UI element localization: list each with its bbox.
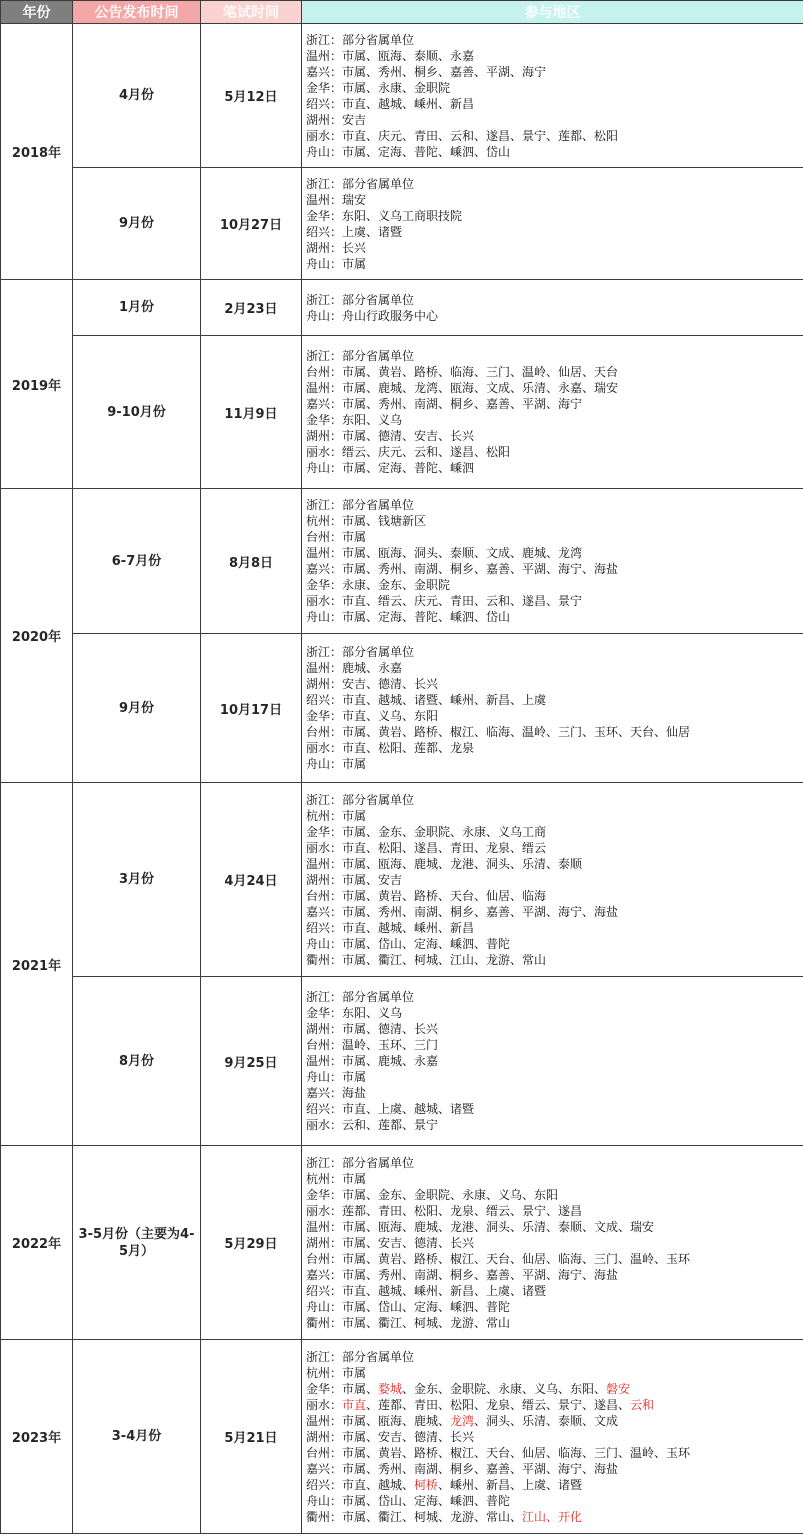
- region-text: 温州：瑞安: [306, 192, 367, 207]
- table-row: [1, 24, 803, 168]
- region-line: [306, 1005, 800, 1021]
- region-line: [306, 364, 800, 380]
- region-text: 绍兴：市直、上虞、越城、诸暨: [306, 1102, 475, 1116]
- region-text: 舟山：市属: [306, 256, 367, 271]
- region-line: [306, 840, 800, 856]
- region-line: [306, 80, 800, 96]
- region-line: [306, 792, 800, 808]
- region-text: 舟山：市属、岱山、定海、嵊泗、普陀: [306, 1493, 511, 1508]
- region-line: [306, 660, 800, 676]
- region-line: [306, 112, 800, 128]
- region-line: [306, 1203, 800, 1219]
- region-line: [306, 1219, 800, 1235]
- region-line: [306, 756, 800, 772]
- year-cell: 2020年: [1, 489, 73, 783]
- region-text: 舟山：舟山行政服务中心: [306, 308, 439, 323]
- region-line: [306, 1171, 800, 1187]
- notice-time-cell: 4月份: [73, 24, 201, 168]
- region-text: 衢州：市属、衢江、柯城、龙游、常山: [306, 1315, 511, 1330]
- region-line: [306, 497, 800, 513]
- exam-date-cell: 4月24日: [201, 783, 302, 977]
- exam-date-cell: 8月8日: [201, 489, 302, 634]
- regions-cell: [302, 280, 803, 336]
- region-line: [306, 609, 800, 625]
- regions-cell: [302, 168, 803, 280]
- notice-time-cell: 9-10月份: [73, 336, 201, 489]
- region-text: 浙江：部分省属单位: [306, 176, 415, 191]
- region-text: 湖州：市属、安吉: [306, 872, 403, 887]
- region-line: [306, 1381, 800, 1397]
- region-line: [306, 1251, 800, 1267]
- region-line: [306, 676, 800, 692]
- region-text: 浙江：部分省属单位: [306, 990, 415, 1004]
- region-text: 金华：东阳、义乌工商职技院: [306, 208, 463, 223]
- region-line: [306, 292, 800, 308]
- region-text: 温州：鹿城、永嘉: [306, 661, 403, 675]
- year-cell: 2018年: [1, 24, 73, 280]
- region-line: [306, 1509, 800, 1525]
- region-text: 台州：市属、黄岩、路桥、天台、仙居、临海: [306, 888, 547, 903]
- region-text: 浙江：部分省属单位: [306, 498, 415, 512]
- region-line: [306, 740, 800, 756]
- new-region-highlight: 江山、开化: [522, 1509, 583, 1524]
- region-text: 浙江：部分省属单位: [306, 645, 415, 659]
- regions-cell: [302, 1340, 803, 1534]
- region-text: 湖州：市属、德清、长兴: [306, 1022, 439, 1036]
- region-line: [306, 48, 800, 64]
- region-line: [306, 192, 800, 208]
- regions-cell: [302, 489, 803, 634]
- region-text: 杭州：市属: [306, 1365, 367, 1380]
- region-line: [306, 1365, 800, 1381]
- region-line: [306, 308, 800, 324]
- region-text: 舟山：市属、岱山、定海、嵊泗、普陀: [306, 1299, 511, 1314]
- region-text: 台州：温岭、玉环、三门: [306, 1038, 439, 1052]
- region-line: [306, 224, 800, 240]
- region-text: 金华：市直、义乌、东阳: [306, 709, 439, 723]
- region-line: [306, 1299, 800, 1315]
- region-line: [306, 1315, 800, 1331]
- header-year: 年份: [1, 1, 73, 24]
- region-text: 嘉兴：市属、秀州、南湖、桐乡、嘉善、平湖、海宁、海盐: [306, 1461, 619, 1476]
- region-text: 舟山：市属: [306, 757, 367, 771]
- region-line: [306, 692, 800, 708]
- new-region-highlight: 云和: [630, 1397, 655, 1412]
- region-line: [306, 1461, 800, 1477]
- region-text: 绍兴：市直、越城、嵊州、新昌、上虞、诸暨: [306, 1283, 547, 1298]
- notice-time-cell: 3-4月份: [73, 1340, 201, 1534]
- region-text: 杭州：市属、钱塘新区: [306, 514, 427, 528]
- region-line: [306, 824, 800, 840]
- region-text: 台州：市属、黄岩、路桥、椒江、临海、温岭、三门、玉环、天台、仙居: [306, 725, 691, 739]
- region-text: 嘉兴：市属、秀州、桐乡、嘉善、平湖、海宁: [306, 64, 547, 79]
- region-line: [306, 808, 800, 824]
- region-text: 嘉兴：市属、秀州、南湖、桐乡、嘉善、平湖、海宁、海盐: [306, 562, 619, 576]
- region-line: [306, 1117, 800, 1133]
- region-text: 台州：市属、黄岩、路桥、临海、三门、温岭、仙居、天台: [306, 365, 619, 379]
- region-text: 舟山：市属、定海、普陀、嵊泗、岱山: [306, 144, 511, 159]
- region-line: [306, 1155, 800, 1171]
- region-line: [306, 32, 800, 48]
- region-text: 金华：永康、金东、金职院: [306, 578, 451, 592]
- region-text: 浙江：部分省属单位: [306, 792, 415, 807]
- region-line: [306, 176, 800, 192]
- exam-date-cell: 9月25日: [201, 977, 302, 1146]
- region-text: 绍兴：市直、越城、嵊州、新昌: [306, 920, 475, 935]
- region-text: 丽水：莲都、青田、松阳、龙泉、缙云、景宁、遂昌: [306, 1203, 583, 1218]
- new-region-highlight: 龙湾: [450, 1413, 475, 1428]
- notice-time-cell: 6-7月份: [73, 489, 201, 634]
- exam-date-cell: 2月23日: [201, 280, 302, 336]
- region-line: [306, 1021, 800, 1037]
- region-line: [306, 708, 800, 724]
- region-text: 绍兴：市直、越城、嵊州、新昌: [306, 96, 475, 111]
- region-line: [306, 724, 800, 740]
- region-line: [306, 128, 800, 144]
- region-text: 衢州：市属、衢江、柯城、江山、龙游、常山: [306, 952, 547, 967]
- region-text: 丽水：缙云、庆元、云和、遂昌、松阳: [306, 445, 511, 459]
- exam-date-cell: 5月29日: [201, 1146, 302, 1340]
- region-text: 金华：市属、金东、金职院、永康、义乌工商: [306, 824, 547, 839]
- notice-time-cell: 8月份: [73, 977, 201, 1146]
- region-line: [306, 1267, 800, 1283]
- region-text: 嘉兴：市属、秀州、南湖、桐乡、嘉善、平湖、海宁: [306, 397, 583, 411]
- regions-cell: [302, 24, 803, 168]
- region-line: [306, 1397, 800, 1413]
- header-row: [1, 1, 803, 24]
- region-text: 湖州：市属、安吉、德清、长兴: [306, 1235, 475, 1250]
- region-text: 、洞头、乐清、泰顺、文成: [474, 1413, 619, 1428]
- table-row: [1, 634, 803, 783]
- region-text: 温州：市属、鹿城、龙湾、瓯海、文成、乐清、永嘉、瑞安: [306, 381, 619, 395]
- year-cell: 2022年: [1, 1146, 73, 1340]
- region-line: [306, 1445, 800, 1461]
- year-cell: 2019年: [1, 280, 73, 489]
- region-text: 浙江：部分省属单位: [306, 32, 415, 47]
- region-line: [306, 396, 800, 412]
- notice-time-cell: 3-5月份（主要为4-5月）: [73, 1146, 201, 1340]
- region-line: [306, 208, 800, 224]
- table-row: [1, 977, 803, 1146]
- new-region-highlight: 市直: [342, 1397, 367, 1412]
- region-text: 丽水：市直、庆元、青田、云和、遂昌、景宁、莲都、松阳: [306, 128, 619, 143]
- header-notice-time: 公告发布时间: [73, 1, 201, 24]
- region-text: 金华：东阳、义乌: [306, 413, 403, 427]
- region-line: [306, 428, 800, 444]
- new-region-highlight: 婺城: [378, 1381, 403, 1396]
- region-line: [306, 1053, 800, 1069]
- regions-cell: [302, 336, 803, 489]
- region-line: [306, 1413, 800, 1429]
- region-text: 温州：市属、瓯海、鹿城、: [306, 1413, 451, 1428]
- notice-time-cell: 1月份: [73, 280, 201, 336]
- region-line: [306, 936, 800, 952]
- exam-date-cell: 5月12日: [201, 24, 302, 168]
- region-text: 湖州：安吉、德清、长兴: [306, 677, 439, 691]
- region-text: 温州：市属、鹿城、永嘉: [306, 1054, 439, 1068]
- region-text: 湖州：长兴: [306, 240, 367, 255]
- region-text: 浙江：部分省属单位: [306, 1155, 415, 1170]
- table-row: [1, 489, 803, 634]
- region-line: [306, 256, 800, 272]
- region-line: [306, 593, 800, 609]
- region-text: 绍兴：上虞、诸暨: [306, 224, 403, 239]
- region-line: [306, 1085, 800, 1101]
- region-line: [306, 644, 800, 660]
- year-cell: 2021年: [1, 783, 73, 1146]
- table-row: [1, 783, 803, 977]
- exam-date-cell: 11月9日: [201, 336, 302, 489]
- region-line: [306, 348, 800, 364]
- region-text: 温州：市属、瓯海、洞头、泰顺、文成、鹿城、龙湾: [306, 546, 583, 560]
- region-line: [306, 529, 800, 545]
- region-text: 金华：市属、: [306, 1381, 379, 1396]
- exam-date-cell: 5月21日: [201, 1340, 302, 1534]
- table-row: [1, 168, 803, 280]
- region-text: 嘉兴：市属、秀州、南湖、桐乡、嘉善、平湖、海宁、海盐: [306, 904, 619, 919]
- region-line: [306, 240, 800, 256]
- region-text: 金华：市属、永康、金职院: [306, 80, 451, 95]
- exam-date-cell: 10月27日: [201, 168, 302, 280]
- region-line: [306, 577, 800, 593]
- regions-cell: [302, 634, 803, 783]
- region-line: [306, 96, 800, 112]
- region-text: 丽水：云和、莲都、景宁: [306, 1118, 439, 1132]
- region-text: 、莲都、青田、松阳、龙泉、缙云、景宁、遂昌、: [366, 1397, 631, 1412]
- region-text: 丽水：市直、松阳、莲都、龙泉: [306, 741, 475, 755]
- region-text: 杭州：市属: [306, 808, 367, 823]
- region-text: 温州：市属、瓯海、鹿城、龙港、洞头、乐清、泰顺、文成、瑞安: [306, 1219, 655, 1234]
- region-line: [306, 380, 800, 396]
- region-text: 湖州：安吉: [306, 112, 367, 127]
- region-line: [306, 64, 800, 80]
- exam-date-cell: 10月17日: [201, 634, 302, 783]
- regions-cell: [302, 783, 803, 977]
- region-line: [306, 444, 800, 460]
- region-line: [306, 1235, 800, 1251]
- region-text: 舟山：市属: [306, 1070, 367, 1084]
- header-regions: 参与地区: [302, 1, 803, 24]
- region-text: 浙江：部分省属单位: [306, 349, 415, 363]
- region-line: [306, 513, 800, 529]
- region-text: 丽水：: [306, 1397, 343, 1412]
- region-text: 温州：市属、瓯海、鹿城、龙港、洞头、乐清、泰顺: [306, 856, 583, 871]
- region-line: [306, 1493, 800, 1509]
- region-line: [306, 561, 800, 577]
- region-line: [306, 1187, 800, 1203]
- new-region-highlight: 磐安: [606, 1381, 631, 1396]
- region-line: [306, 952, 800, 968]
- region-line: [306, 1283, 800, 1299]
- region-line: [306, 545, 800, 561]
- region-line: [306, 1477, 800, 1493]
- region-text: 嘉兴：市属、秀州、南湖、桐乡、嘉善、平湖、海宁、海盐: [306, 1267, 619, 1282]
- region-text: 绍兴：市直、越城、: [306, 1477, 415, 1492]
- region-text: 丽水：市直、松阳、遂昌、青田、龙泉、缙云: [306, 840, 547, 855]
- year-cell: 2023年: [1, 1340, 73, 1534]
- region-line: [306, 144, 800, 160]
- region-text: 温州：市属、瓯海、泰顺、永嘉: [306, 48, 475, 63]
- region-text: 、金东、金职院、永康、义乌、东阳、: [402, 1381, 607, 1396]
- region-line: [306, 460, 800, 476]
- region-text: 丽水：市直、缙云、庆元、青田、云和、遂昌、景宁: [306, 594, 583, 608]
- region-line: [306, 904, 800, 920]
- region-text: 台州：市属: [306, 530, 367, 544]
- region-text: 绍兴：市直、越城、诸暨、嵊州、新昌、上虞: [306, 693, 547, 707]
- region-line: [306, 872, 800, 888]
- region-text: 舟山：市属、定海、普陀、嵊泗: [306, 461, 475, 475]
- region-line: [306, 1349, 800, 1365]
- region-line: [306, 1037, 800, 1053]
- region-text: 浙江：部分省属单位: [306, 292, 415, 307]
- regions-cell: [302, 1146, 803, 1340]
- region-text: 、嵊州、新昌、上虞、诸暨: [438, 1477, 583, 1492]
- region-line: [306, 412, 800, 428]
- region-text: 舟山：市属、定海、普陀、嵊泗、岱山: [306, 610, 511, 624]
- region-text: 杭州：市属: [306, 1171, 367, 1186]
- table-row: [1, 1146, 803, 1340]
- table-row: [1, 1340, 803, 1534]
- notice-time-cell: 9月份: [73, 168, 201, 280]
- header-exam-time: 笔试时间: [201, 1, 302, 24]
- region-text: 金华：东阳、义乌: [306, 1006, 403, 1020]
- region-text: 湖州：市属、德清、安吉、长兴: [306, 429, 475, 443]
- notice-time-cell: 3月份: [73, 783, 201, 977]
- table-row: [1, 280, 803, 336]
- region-text: 舟山：市属、岱山、定海、嵊泗、普陀: [306, 936, 511, 951]
- region-line: [306, 920, 800, 936]
- region-text: 台州：市属、黄岩、路桥、椒江、天台、仙居、临海、三门、温岭、玉环: [306, 1445, 691, 1460]
- new-region-highlight: 柯桥: [414, 1477, 439, 1492]
- region-line: [306, 856, 800, 872]
- region-line: [306, 1069, 800, 1085]
- regions-cell: [302, 977, 803, 1146]
- region-text: 浙江：部分省属单位: [306, 1349, 415, 1364]
- region-text: 嘉兴：海盐: [306, 1086, 367, 1100]
- table-row: [1, 336, 803, 489]
- region-line: [306, 1101, 800, 1117]
- region-text: 衢州：市属、衢江、柯城、龙游、常山、: [306, 1509, 523, 1524]
- region-text: 金华：市属、金东、金职院、永康、义乌、东阳: [306, 1187, 559, 1202]
- notice-time-cell: 9月份: [73, 634, 201, 783]
- region-text: 台州：市属、黄岩、路桥、椒江、天台、仙居、临海、三门、温岭、玉环: [306, 1251, 691, 1266]
- region-line: [306, 1429, 800, 1445]
- region-line: [306, 989, 800, 1005]
- region-text: 湖州：市属、安吉、德清、长兴: [306, 1429, 475, 1444]
- region-line: [306, 888, 800, 904]
